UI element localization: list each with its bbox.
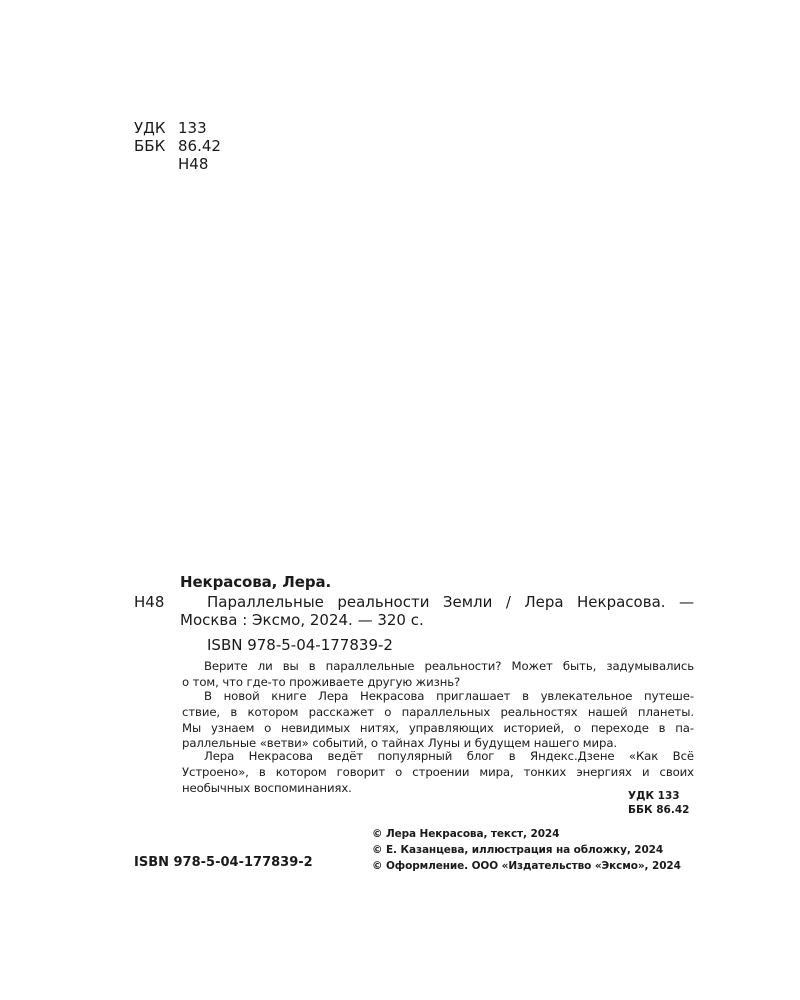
entry-title-line1: Параллельные реальности Земли / Лера Некрасова. —	[207, 593, 694, 611]
entry-author-mark: Н48	[134, 593, 165, 611]
bbk-label: ББК	[134, 137, 166, 155]
udk-label: УДК	[134, 119, 166, 137]
entry-author: Некрасова, Лера.	[180, 573, 332, 591]
annotation-line: Лера Некрасова ведёт популярный блог в Яндекс.Дзене «Как Всё	[204, 749, 694, 763]
annotation-paragraph-1	[182, 659, 694, 691]
bottom-udk: УДК 133	[628, 790, 680, 802]
copyright-author: © Лера Некрасова, текст, 2024	[372, 828, 560, 840]
annotation-paragraph-2	[182, 689, 694, 752]
copyright-illustration: © Е. Казанцева, иллюстрация на обложку, 2024	[372, 844, 664, 856]
annotation-line: В новой книге Лера Некрасова приглашает в увлекательное путеше-	[204, 689, 694, 703]
author-mark-top: Н48	[178, 155, 209, 173]
entry-title-line2: Москва : Эксмо, 2024. — 320 с.	[180, 611, 424, 629]
annotation-line: Мы узнаем о невидимых нитях, управляющих историей, о переходе в па-	[182, 720, 694, 735]
entry-isbn: ISBN 978-5-04-177839-2	[207, 636, 393, 654]
annotation-line: необычных воспоминаниях.	[182, 780, 352, 795]
isbn-bottom: ISBN 978-5-04-177839-2	[134, 855, 313, 870]
annotation-paragraph-3	[182, 749, 694, 796]
udk-value: 133	[178, 119, 207, 137]
annotation-line: ствие, в котором расскажет о параллельных реальностях нашей планеты.	[182, 704, 694, 719]
copyright-publisher: © Оформление. ООО «Издательство «Эксмо», 2024	[372, 860, 681, 872]
annotation-line: о том, что где-то проживаете другую жизнь?	[182, 674, 461, 689]
annotation-line: раллельные «ветви» событий, о тайнах Луны и будущем нашего мира.	[182, 736, 617, 751]
annotation-line: Верите ли вы в параллельные реальности? Может быть, задумывались	[204, 659, 694, 673]
annotation-line: Устроено», в котором говорит о строении мира, тонких энергиях и своих	[182, 764, 694, 779]
bbk-value: 86.42	[178, 137, 221, 155]
bottom-bbk: ББК 86.42	[628, 804, 690, 816]
